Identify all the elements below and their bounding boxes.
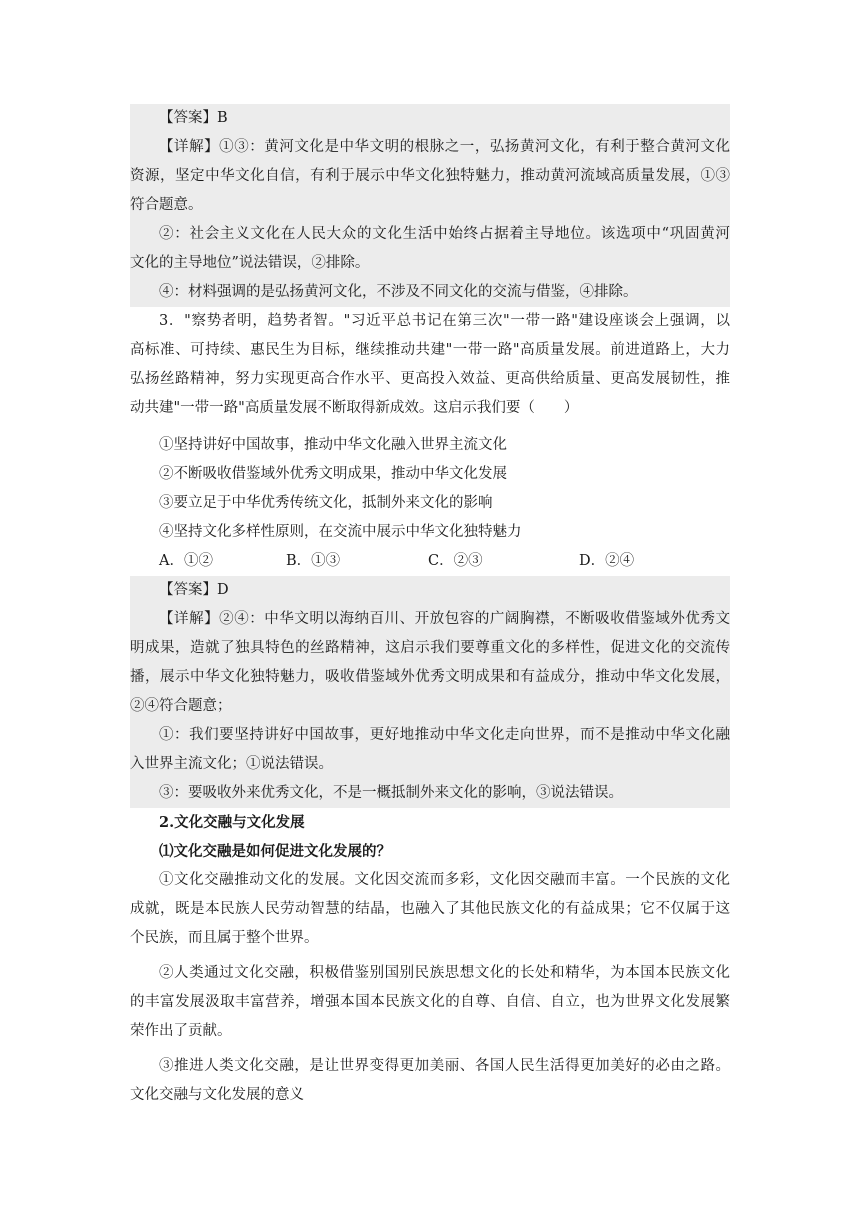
option-item: ②不断吸收借鉴域外优秀文明成果，推动中华文化发展: [159, 466, 507, 482]
detail-line: 【详解】①③：黄河文化是中华文明的根脉之一，弘扬黄河文化，有利于整合黄河文化: [159, 139, 730, 155]
detail-line: ②：社会主义文化在人民大众的文化生活中始终占据着主导地位。该选项中“巩固黄河: [159, 226, 730, 242]
detail-line: 入世界主流文化；①说法错误。: [130, 756, 333, 772]
choice-a: A．①②: [159, 553, 213, 569]
body-line: ③推进人类文化交融，是让世界变得更加美丽、各国人民生活得更加美好的必由之路。: [159, 1058, 730, 1074]
section-2: [130, 808, 730, 1110]
option-item: ③要立足于中华优秀传统文化，抵制外来文化的影响: [159, 495, 493, 511]
question-stem-line: 动共建"一带一路"高质量发展不断取得新成效。这启示我们要（ ）: [130, 400, 579, 416]
body-line: 荣作出了贡献。: [130, 1023, 232, 1039]
detail-line: 播，展示中华文化独特魅力，吸收借鉴域外优秀文明成果和有益成分，推动中华文化发展，: [130, 669, 730, 685]
answer-choices: [130, 547, 730, 576]
body-line: ①文化交融推动文化的发展。文化因交流而多彩，文化因交融而丰富。一个民族的文化: [159, 872, 730, 888]
detail-line: 【详解】②④：中华文明以海纳百川、开放包容的广阔胸襟，不断吸收借鉴域外优秀文: [159, 611, 730, 627]
section-subheading: ⑴文化交融是如何促进文化发展的？: [159, 843, 391, 860]
option-item: ①坚持讲好中国故事，推动中华文化融入世界主流文化: [159, 437, 507, 453]
choice-d: D．②④: [579, 553, 635, 569]
detail-line: ③：要吸收外来优秀文化，不是一概抵制外来文化的影响，③说法错误。: [159, 785, 623, 801]
detail-line: 符合题意。: [130, 197, 203, 213]
detail-line: ①：我们要坚持讲好中国故事，更好地推动中华文化走向世界，而不是推动中华文化融: [159, 727, 730, 743]
detail-line: 文化的主导地位”说法错误，②排除。: [130, 255, 370, 271]
answer-block-1: [130, 104, 730, 307]
body-line: ②人类通过文化交融，积极借鉴别国别民族思想文化的长处和精华，为本国本民族文化: [159, 965, 730, 981]
detail-line: 明成果，造就了独具特色的丝路精神，这启示我们要尊重文化的多样性，促进文化的交流传: [130, 640, 730, 656]
question-stem-line: 高标准、可持续、惠民生为目标，继续推动共建"一带一路"高质量发展。前进道路上，大力: [130, 342, 730, 358]
detail-line: 资源，坚定中华文化自信，有利于展示中华文化独特魅力，推动黄河流域高质量发展，①③: [130, 168, 730, 184]
section-heading: 2.文化交融与文化发展: [159, 814, 305, 831]
body-line: 成就，既是本民族人民劳动智慧的结晶，也融入了其他民族文化的有益成果；它不仅属于这: [130, 901, 730, 917]
body-line: 个民族，而且属于整个世界。: [130, 930, 319, 946]
option-item: ④坚持文化多样性原则，在交流中展示中华文化独特魅力: [159, 524, 522, 540]
detail-line: ②④符合题意；: [130, 698, 232, 714]
body-line: 文化交融与文化发展的意义: [130, 1087, 304, 1103]
question-stem-line: 3．"察势者明，趋势者智。"习近平总书记在第三次"一带一路"建设座谈会上强调，以: [159, 313, 730, 329]
body-line: 的丰富发展汲取丰富营养，增强本国本民族文化的自尊、自信、自立，也为世界文化发展繁: [130, 994, 730, 1010]
detail-line: ④：材料强调的是弘扬黄河文化，不涉及不同文化的交流与借鉴，④排除。: [159, 284, 638, 300]
document-content: [130, 104, 730, 1110]
choice-b: B．①③: [286, 553, 341, 569]
question-3: [130, 307, 730, 576]
answer-block-2: [130, 576, 730, 808]
answer-label: 【答案】B: [159, 110, 228, 126]
choice-c: C．②③: [428, 553, 483, 569]
answer-label: 【答案】D: [159, 582, 229, 598]
question-stem-line: 弘扬丝路精神，努力实现更高合作水平、更高投入效益、更高供给质量、更高发展韧性，推: [130, 371, 730, 387]
